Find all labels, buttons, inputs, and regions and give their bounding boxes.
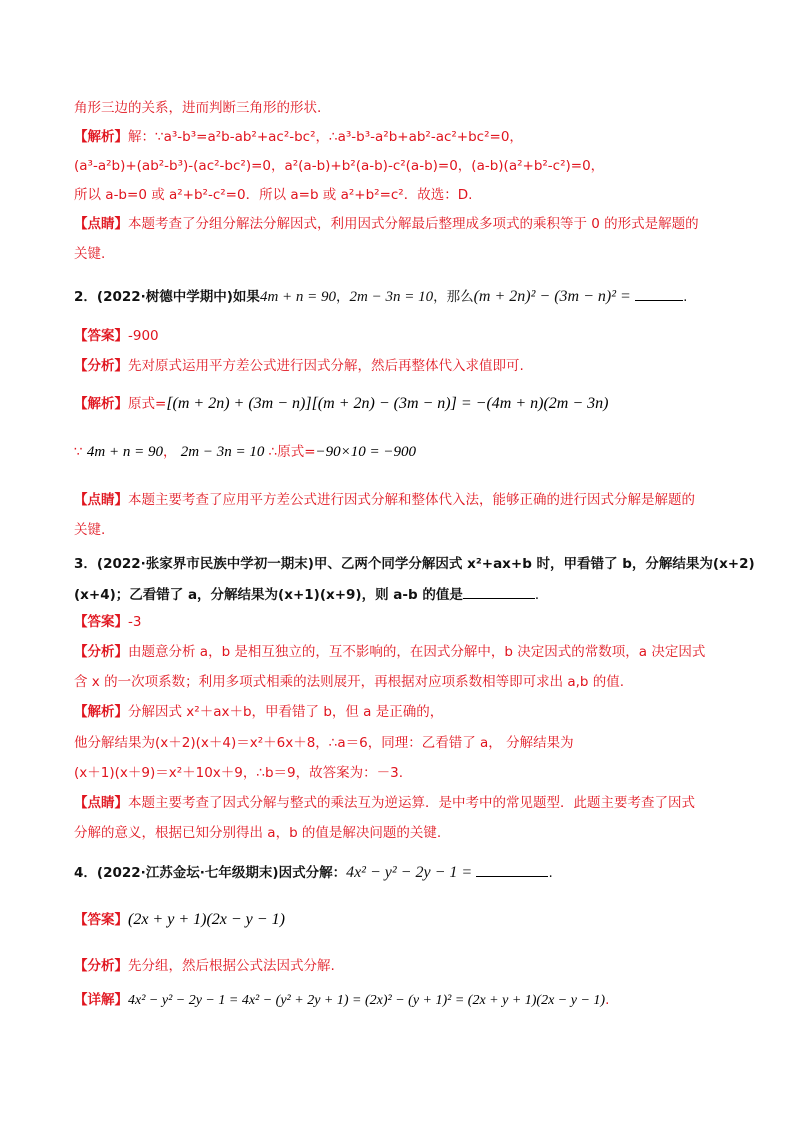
solution-text: 解：∵a³-b³=a²b-ab²+ac²-bc²，∴a³-b³-a²b+ab²-ac²+bc²=0， <box>128 129 523 145</box>
solution-tag: 【解析】 <box>74 129 128 145</box>
answer-value: -900 <box>128 328 159 344</box>
question-stem <box>74 286 687 307</box>
math-expression: 2m − 3n = 10 <box>349 289 434 305</box>
answer-blank <box>635 286 683 301</box>
comment-line <box>74 490 695 510</box>
comment-line: 关键. <box>74 522 106 538</box>
question-stem: 3．(2022·张家界市民族中学初一期末)甲、乙两个同学分解因式 x²+ax+b 时，甲看错了 b，分解结果为(x+2) <box>74 556 755 572</box>
comment-line <box>74 793 695 813</box>
solution-line <box>74 702 443 722</box>
solution-text: 分解因式 x²＋ax＋b，甲看错了 b，但 a 是正确的， <box>128 704 444 720</box>
answer-line <box>74 612 141 632</box>
math-expression: 4m + n = 90 <box>86 444 163 460</box>
question-stem <box>74 862 553 883</box>
analysis-line: 含 x 的一次项系数；利用多项式相乘的法则展开，再根据对应项系数相等即可求出 a,b 的值. <box>74 674 625 690</box>
stem-text: (x+4)；乙看错了 a，分解结果为(x+1)(x+9)，则 a-b 的值是 <box>74 587 463 603</box>
solution-tag: 【解析】 <box>74 704 128 720</box>
comment-line: 关键. <box>74 246 106 262</box>
analysis-line <box>74 642 705 662</box>
math-expression: 4x² − y² − 2y − 1 = 4x² − (y² + 2y + 1) = (2x)² − (y + 1)² = (2x + y + 1)(2x − y − 1) <box>128 993 606 1008</box>
separator: ， <box>162 444 177 460</box>
analysis-tag: 【分析】 <box>74 958 128 974</box>
answer-line <box>74 326 159 346</box>
detail-line <box>74 990 609 1011</box>
solution-line: (x＋1)(x＋9)＝x²＋10x＋9，∴b＝9，故答案为：－3. <box>74 765 404 781</box>
question-number: 4．(2022·江苏金坛·七年级期末)因式分解： <box>74 865 347 881</box>
math-expression: (m + 2n)² − (3m − n)² = <box>473 288 631 305</box>
stem-end: ． <box>534 587 549 603</box>
separator: ， <box>336 289 350 305</box>
analysis-text: 由题意分析 a，b 是相互独立的，互不影响的，在因式分解中，b 决定因式的常数项，a 决定因式 <box>128 644 706 660</box>
question-stem <box>74 584 548 605</box>
answer-blank <box>476 862 548 877</box>
comment-tag: 【点睛】 <box>74 795 128 811</box>
math-expression: 2m − 3n = 10 <box>180 444 265 460</box>
stem-end: . <box>548 865 553 881</box>
stem-end: . <box>683 289 688 305</box>
analysis-text: 先分组，然后根据公式法因式分解. <box>128 958 335 974</box>
analysis-tag: 【分析】 <box>74 644 128 660</box>
comment-line <box>74 214 699 234</box>
solution-line <box>74 127 523 147</box>
analysis-text: 先对原式运用平方差公式进行因式分解，然后再整体代入求值即可. <box>128 358 524 374</box>
comment-tag: 【点睛】 <box>74 216 128 232</box>
therefore-text: ∴原式= <box>268 444 316 460</box>
because-symbol: ∵ <box>74 444 83 460</box>
answer-line <box>74 910 285 930</box>
math-expression: −90×10 = −900 <box>315 444 417 460</box>
question-number: 2．(2022·树德中学期中)如果 <box>74 289 260 305</box>
comment-text: 本题主要考查了应用平方差公式进行因式分解和整体代入法，能够正确的进行因式分解是解题的 <box>128 492 695 508</box>
comment-text: 本题考查了分组分解法分解因式，利用因式分解最后整理成多项式的乘积等于 0 的形式是解题的 <box>128 216 699 232</box>
solution-line: 他分解结果为(x＋2)(x＋4)＝x²＋6x＋8，∴a＝6，同理：乙看错了 a， 分解结果为 <box>74 735 574 751</box>
comment-line: 分解的意义，根据已知分别得出 a，b 的值是解决问题的关键. <box>74 825 442 841</box>
solution-line: 所以 a-b=0 或 a²+b²-c²=0．所以 a=b 或 a²+b²=c²．故选：D. <box>74 187 473 203</box>
comment-tag: 【点睛】 <box>74 492 128 508</box>
solution-line <box>74 394 608 414</box>
analysis-tag: 【分析】 <box>74 358 128 374</box>
answer-blank <box>463 584 535 599</box>
answer-tag: 【答案】 <box>74 614 128 630</box>
answer-tag: 【答案】 <box>74 328 128 344</box>
solution-tag: 【解析】 <box>74 396 128 412</box>
analysis-line <box>74 956 335 976</box>
stem-text: ，那么 <box>433 289 474 305</box>
because-line <box>74 442 416 462</box>
detail-tag: 【详解】 <box>74 992 128 1008</box>
detail-end: . <box>605 992 610 1008</box>
math-expression: [(m + 2n) + (3m − n)][(m + 2n) − (3m − n)] = −(4m + n)(2m − 3n) <box>166 395 609 412</box>
solution-lead: 原式= <box>128 396 167 412</box>
math-expression: 4x² − y² − 2y − 1 = <box>346 864 473 881</box>
analysis-line <box>74 356 524 376</box>
math-expression: 4m + n = 90 <box>259 289 337 305</box>
answer-value: -3 <box>128 614 142 630</box>
answer-tag: 【答案】 <box>74 912 128 928</box>
text-line: 角形三边的关系，进而判断三角形的形状. <box>74 100 322 116</box>
solution-line: (a³-a²b)+(ab²-b³)-(ac²-bc²)=0，a²(a-b)+b²(a-b)-c²(a-b)=0，(a-b)(a²+b²-c²)=0， <box>74 158 605 174</box>
comment-text: 本题主要考查了因式分解与整式的乘法互为逆运算．是中考中的常见题型．此题主要考查了因式 <box>128 795 695 811</box>
math-expression: (2x + y + 1)(2x − y − 1) <box>128 911 285 928</box>
